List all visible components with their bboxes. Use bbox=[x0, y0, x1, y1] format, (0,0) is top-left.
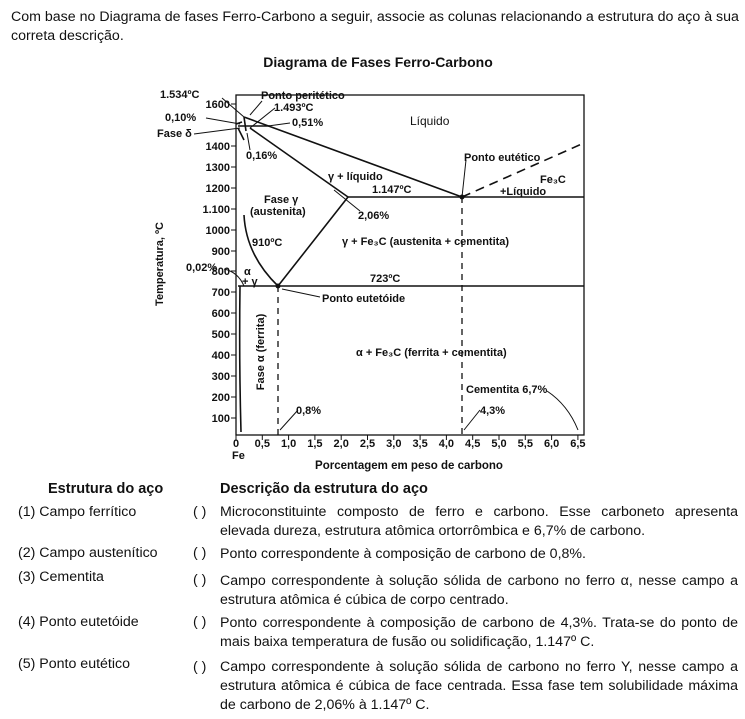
delta-gamma-boundary bbox=[238, 128, 244, 140]
label-fase-alpha: Fase α (ferrita) bbox=[255, 313, 267, 391]
eutectoid-point bbox=[276, 284, 281, 289]
label-austenita: (austenita) bbox=[250, 206, 306, 218]
label-08: 0,8% bbox=[296, 405, 322, 417]
label-fe3c: Fe₃C bbox=[540, 174, 566, 186]
x-axis-label: Porcentagem em peso de carbono bbox=[315, 460, 503, 472]
alpha-solvus bbox=[240, 286, 241, 432]
label-1493: 1.493ºC bbox=[274, 102, 314, 114]
label-723: 723ºC bbox=[370, 273, 401, 285]
x-tick-label: 3,5 bbox=[412, 438, 428, 450]
answer-blank-5: ( ) bbox=[193, 659, 207, 675]
y-tick-label: 400 bbox=[211, 350, 230, 362]
x-tick-label: 1,0 bbox=[280, 438, 297, 450]
solidus-gamma bbox=[250, 128, 348, 197]
y-tick-label: 100 bbox=[211, 413, 230, 425]
col-description-header: Descrição da estrutura do aço bbox=[220, 481, 428, 497]
label-fase-gamma: Fase γ bbox=[264, 194, 299, 206]
x-tick-label: 4,0 bbox=[438, 438, 455, 450]
x-tick-label: 5,0 bbox=[491, 438, 507, 450]
x-origin-label: Fe bbox=[232, 450, 245, 462]
description-1: Microconstituinte composto de ferro e carbono. Esse carboneto apresenta elevada dureza, estrutura atômica ortorrômbica e 6,7% de carbono. bbox=[220, 504, 738, 539]
y-tick-label: 1.100 bbox=[202, 204, 230, 216]
label-051: 0,51% bbox=[292, 117, 324, 129]
x-tick-label: 2,0 bbox=[333, 438, 349, 450]
label-002: 0,02% bbox=[186, 262, 218, 274]
y-tick-label: 900 bbox=[211, 246, 230, 258]
y-tick-label: 600 bbox=[211, 308, 230, 320]
structure-4: (4) Ponto eutetóide bbox=[18, 614, 139, 630]
y-tick-label: 1600 bbox=[205, 99, 230, 111]
label-eutetico: Ponto eutético bbox=[464, 152, 541, 164]
structure-2: (2) Campo austenítico bbox=[18, 545, 158, 561]
diagram-title: Diagrama de Fases Ferro-Carbono bbox=[263, 54, 493, 70]
x-tick-label: 1,5 bbox=[307, 438, 323, 450]
label-206: 2,06% bbox=[358, 210, 390, 222]
x-tick-label: 3,0 bbox=[386, 438, 402, 450]
answer-blank-1: ( ) bbox=[193, 504, 207, 520]
label-alpha-fe3c: α + Fe₃C (ferrita + cementita) bbox=[356, 347, 507, 359]
x-tick-label: 6,0 bbox=[543, 438, 560, 450]
label-delta: Fase δ bbox=[157, 128, 192, 140]
label-peritetico: Ponto peritético bbox=[261, 90, 345, 102]
x-tick-labels bbox=[233, 438, 586, 450]
answer-blank-4: ( ) bbox=[193, 614, 207, 630]
label-alpha: α bbox=[244, 266, 251, 278]
label-1534: 1.534ºC bbox=[160, 89, 200, 101]
label-eutetoide: Ponto eutetóide bbox=[322, 293, 406, 305]
answer-blank-2: ( ) bbox=[193, 545, 207, 561]
structure-1: (1) Campo ferrítico bbox=[18, 504, 137, 520]
x-tick-label: 0,5 bbox=[254, 438, 270, 450]
label-gamma-liquido: γ + líquido bbox=[328, 171, 383, 183]
description-2: Ponto correspondente à composição de carbono de 0,8%. bbox=[220, 546, 586, 562]
description-3: Campo correspondente à solução sólida de carbono no ferro α, nesse campo a estrutura atômica é cúbica de corpo centrado. bbox=[220, 573, 738, 608]
label-010: 0,10% bbox=[165, 112, 197, 124]
x-tick-label: 5,5 bbox=[517, 438, 533, 450]
y-tick-label: 1200 bbox=[205, 183, 230, 195]
intro-text: Com base no Diagrama de fases Ferro-Carbono a seguir, associe as colunas relacionando a estrutura do aço à sua correta descrição. bbox=[11, 9, 739, 44]
label-43: 4,3% bbox=[480, 405, 506, 417]
x-tick-label: 0 bbox=[232, 438, 240, 450]
y-tick-label: 1000 bbox=[205, 225, 230, 237]
y-tick-label: 1300 bbox=[205, 162, 230, 174]
col-structure-header: Estrutura do aço bbox=[48, 481, 164, 497]
label-016: 0,16% bbox=[246, 150, 278, 162]
label-liquido: Líquido bbox=[410, 114, 450, 128]
x-tick-label: 6,5 bbox=[570, 438, 586, 450]
y-tick-label: 700 bbox=[211, 287, 230, 299]
eutectic-point bbox=[460, 195, 465, 200]
label-gamma-fe3c: γ + Fe₃C (austenita + cementita) bbox=[342, 236, 510, 248]
answer-blank-3: ( ) bbox=[193, 572, 207, 588]
reference-dashes bbox=[278, 197, 462, 435]
y-axis-label: Temperatura, ºC bbox=[154, 222, 166, 306]
label-910: 910ºC bbox=[252, 237, 283, 249]
x-tick-label: 2,5 bbox=[359, 438, 376, 450]
y-tick-label: 300 bbox=[211, 371, 230, 383]
y-tick-label: 500 bbox=[211, 329, 230, 341]
y-tick-label: 1400 bbox=[205, 141, 230, 153]
description-4: Ponto correspondente à composição de carbono de 4,3%. Trata-se do ponto de mais baixa temperatura de fusão ou solidificação, 1.147º C. bbox=[220, 615, 738, 650]
y-tick-label: 200 bbox=[211, 392, 230, 404]
x-tick-label: 4,5 bbox=[465, 438, 481, 450]
label-fe3c-liquido: +Líquido bbox=[500, 186, 547, 198]
label-1147: 1.147ºC bbox=[372, 184, 412, 196]
label-alpha-gamma: + γ bbox=[242, 276, 258, 288]
description-5: Campo correspondente à solução sólida de carbono no ferro Y, nesse campo a estrutura atômica é cúbica de face centrada. Essa fase tem solubilidade máxima de carbono de 2,06% à 1.147º C. bbox=[220, 659, 738, 713]
solidus-delta bbox=[244, 117, 246, 131]
leader-lines bbox=[194, 98, 578, 430]
y-tick-label: 800 bbox=[211, 266, 230, 278]
structure-5: (5) Ponto eutético bbox=[18, 656, 130, 672]
label-cementita: Cementita 6,7% bbox=[466, 384, 548, 396]
structure-3: (3) Cementita bbox=[18, 569, 104, 585]
